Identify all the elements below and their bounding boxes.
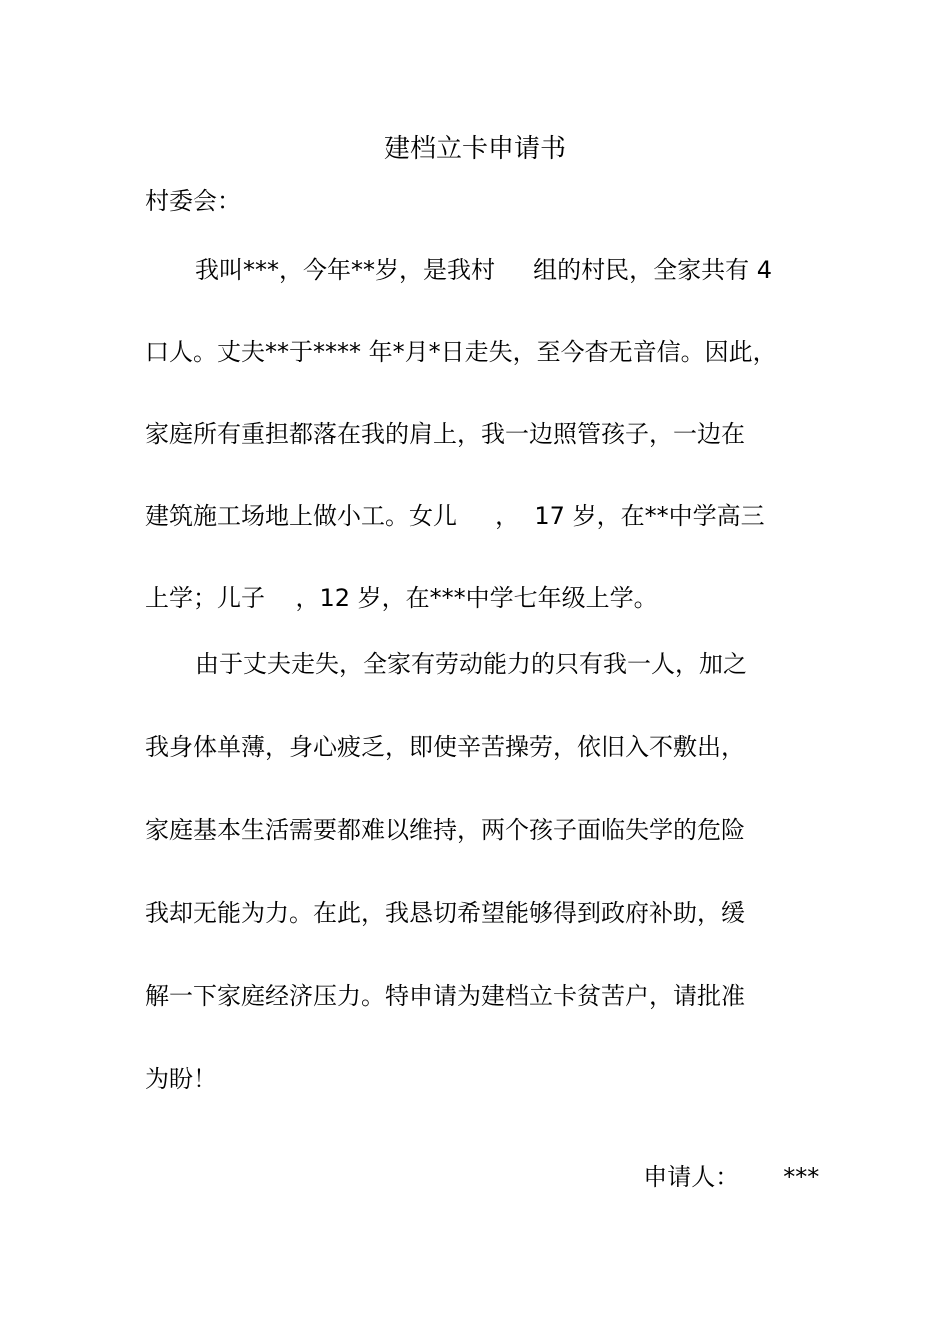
document-title: 建档立卡申请书 xyxy=(383,134,566,164)
salutation: 村委会： xyxy=(145,187,241,215)
signature-name: *** xyxy=(783,1163,820,1191)
paragraph-line: 家庭基本生活需要都难以维持，两个孩子面临失学的危险 xyxy=(145,816,745,844)
paragraph-line: 解一下家庭经济压力。特申请为建档立卡贫苦户，请批准 xyxy=(145,982,745,1010)
paragraph-line: 建筑施工场地上做小工。女儿 ， 17 岁，在**中学高三 xyxy=(145,502,765,530)
paragraph-line: 口人。丈夫**于**** 年*月*日走失，至今杳无音信。因此， xyxy=(145,338,777,366)
signature-label: 申请人： xyxy=(643,1163,740,1191)
paragraph-line: 我叫***，今年**岁，是我村 组的村民，全家共有 4 xyxy=(195,256,773,284)
paragraph-line: 上学；儿子 ，12 岁，在***中学七年级上学。 xyxy=(145,584,658,612)
paragraph-line: 由于丈夫走失，全家有劳动能力的只有我一人，加之 xyxy=(195,650,747,678)
paragraph-line: 我身体单薄，身心疲乏，即使辛苦操劳，依旧入不敷出， xyxy=(145,733,745,761)
paragraph-line: 我却无能为力。在此，我恳切希望能够得到政府补助，缓 xyxy=(145,899,745,927)
paragraph-line: 家庭所有重担都落在我的肩上，我一边照管孩子，一边在 xyxy=(145,420,745,448)
paragraph-line: 为盼！ xyxy=(145,1065,217,1093)
signature xyxy=(628,1126,819,1194)
